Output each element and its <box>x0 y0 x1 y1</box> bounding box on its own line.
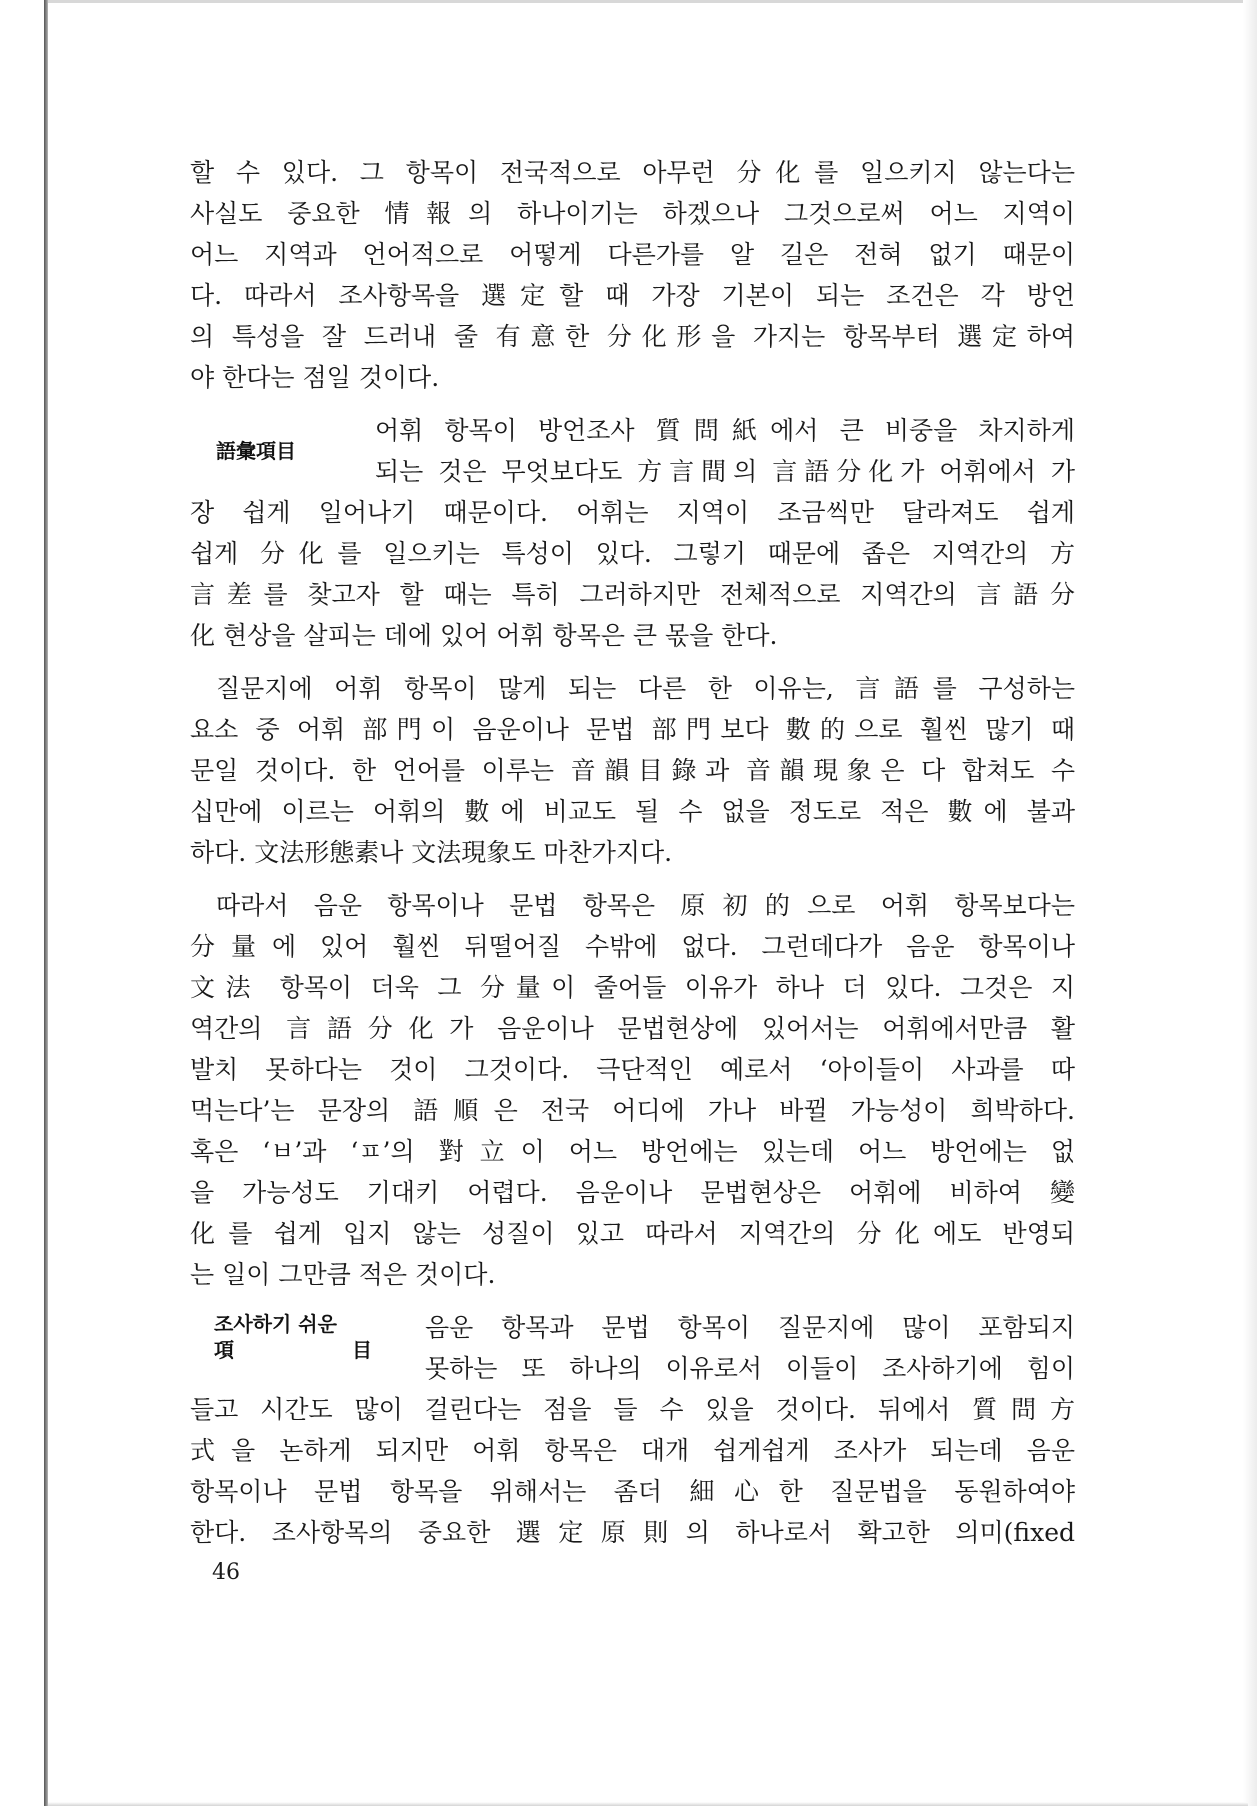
page-top-edge <box>48 0 1248 3</box>
page-number: 46 <box>212 1560 240 1585</box>
text-line: 질문지에 어휘 항목이 많게 되는 다른 한 이유는, 言語를 구성하는 <box>216 674 1075 703</box>
text-line: 式을 논하게 되지만 어휘 항목은 대개 쉽게쉽게 조사가 되는데 음운 <box>190 1436 1075 1465</box>
text-line: 발치 못하다는 것이 그것이다. 극단적인 예로서 ‘아이들이 사과를 따 <box>190 1055 1075 1084</box>
text-line: 다. 따라서 조사항목을 選定할 때 가장 기본이 되는 조건은 각 방언 <box>190 281 1075 310</box>
text-line: 역간의 言語分化가 음운이나 문법현상에 있어서는 어휘에서만큼 활 <box>190 1014 1075 1043</box>
text-line: 못하는 또 하나의 이유로서 이들이 조사하기에 힘이 <box>425 1354 1075 1383</box>
text-line: 문일 것이다. 한 언어를 이루는 音韻目錄과 音韻現象은 다 합쳐도 수 <box>190 756 1075 785</box>
text-line: 어느 지역과 언어적으로 어떻게 다른가를 알 길은 전혀 없기 때문이 <box>190 240 1075 269</box>
text-line: 化 현상을 살피는 데에 있어 어휘 항목은 큰 몫을 한다. <box>190 621 778 650</box>
text-line: 들고 시간도 많이 걸린다는 점을 들 수 있을 것이다. 뒤에서 質問方 <box>190 1395 1075 1424</box>
text-line: 는 일이 그만큼 적은 것이다. <box>190 1260 496 1289</box>
text-line: 分量에 있어 훨씬 뒤떨어질 수밖에 없다. 그런데다가 음운 항목이나 <box>190 932 1075 961</box>
text-line: 따라서 음운 항목이나 문법 항목은 原初的으로 어휘 항목보다는 <box>216 891 1075 920</box>
text-line: 을 가능성도 기대키 어렵다. 음운이나 문법현상은 어휘에 비하여 變 <box>190 1178 1075 1207</box>
side-heading-line-1: 조사하기 쉬운 <box>214 1312 337 1336</box>
text-line: 한다. 조사항목의 중요한 選定原則의 하나로서 확고한 의미(fixed <box>190 1518 1075 1547</box>
page-right-edge <box>1243 0 1257 1806</box>
text-line: 먹는다’는 문장의 語順은 전국 어디에 가나 바뀔 가능성이 희박하다. <box>190 1096 1075 1125</box>
paragraph-3 <box>190 885 1075 1295</box>
text-line: 십만에 이르는 어휘의 數에 비교도 될 수 없을 정도로 적은 數에 불과 <box>190 797 1075 826</box>
body-text <box>190 152 1075 1553</box>
side-heading-char-2: 目 <box>352 1338 372 1362</box>
text-line: 항목이나 문법 항목을 위해서는 좀더 細心한 질문법을 동원하여야 <box>190 1477 1075 1506</box>
paragraph-1 <box>190 152 1075 398</box>
text-line: 하다. 文法形態素나 文法現象도 마찬가지다. <box>190 838 673 867</box>
paragraph-2 <box>190 668 1075 873</box>
text-line: 장 쉽게 일어나기 때문이다. 어휘는 지역이 조금씩만 달라져도 쉽게 <box>190 498 1075 527</box>
side-heading-char-1: 項 <box>214 1338 234 1362</box>
section-easy-survey-items <box>190 1307 1075 1553</box>
text-line: 의 특성을 잘 드러내 줄 有意한 分化形을 가지는 항목부터 選定하여 <box>190 322 1075 351</box>
text-line: 되는 것은 무엇보다도 方言間의 言語分化가 어휘에서 가 <box>375 457 1075 486</box>
page-bottom-edge <box>48 1802 1248 1806</box>
text-line: 化를 쉽게 입지 않는 성질이 있고 따라서 지역간의 分化에도 반영되 <box>190 1219 1075 1248</box>
text-line: 야 한다는 점일 것이다. <box>190 363 440 392</box>
text-line: 어휘 항목이 방언조사 質問紙에서 큰 비중을 차지하게 <box>375 416 1075 445</box>
side-heading-easy-survey <box>214 1311 374 1363</box>
text-line: 쉽게 分化를 일으키는 특성이 있다. 그렇기 때문에 좁은 지역간의 方 <box>190 539 1075 568</box>
text-line: 요소 중 어휘 部門이 음운이나 문법 部門보다 數的으로 훨씬 많기 때 <box>190 715 1075 744</box>
text-line: 言差를 찾고자 할 때는 특히 그러하지만 전체적으로 지역간의 言語分 <box>190 580 1075 609</box>
section-vocabulary-items <box>190 410 1075 656</box>
text-line: 음운 항목과 문법 항목이 질문지에 많이 포함되지 <box>425 1313 1075 1342</box>
text-line: 사실도 중요한 情報의 하나이기는 하겠으나 그것으로써 어느 지역이 <box>190 199 1075 228</box>
side-heading-vocabulary: 語彙項目 <box>216 439 296 463</box>
text-line: 할 수 있다. 그 항목이 전국적으로 아무런 分化를 일으키지 않는다는 <box>190 158 1075 187</box>
text-line: 혹은 ‘ㅂ’과 ‘ㅍ’의 對立이 어느 방언에는 있는데 어느 방언에는 없 <box>190 1137 1075 1166</box>
text-line: 文法 항목이 더욱 그 分量이 줄어들 이유가 하나 더 있다. 그것은 지 <box>190 973 1075 1002</box>
